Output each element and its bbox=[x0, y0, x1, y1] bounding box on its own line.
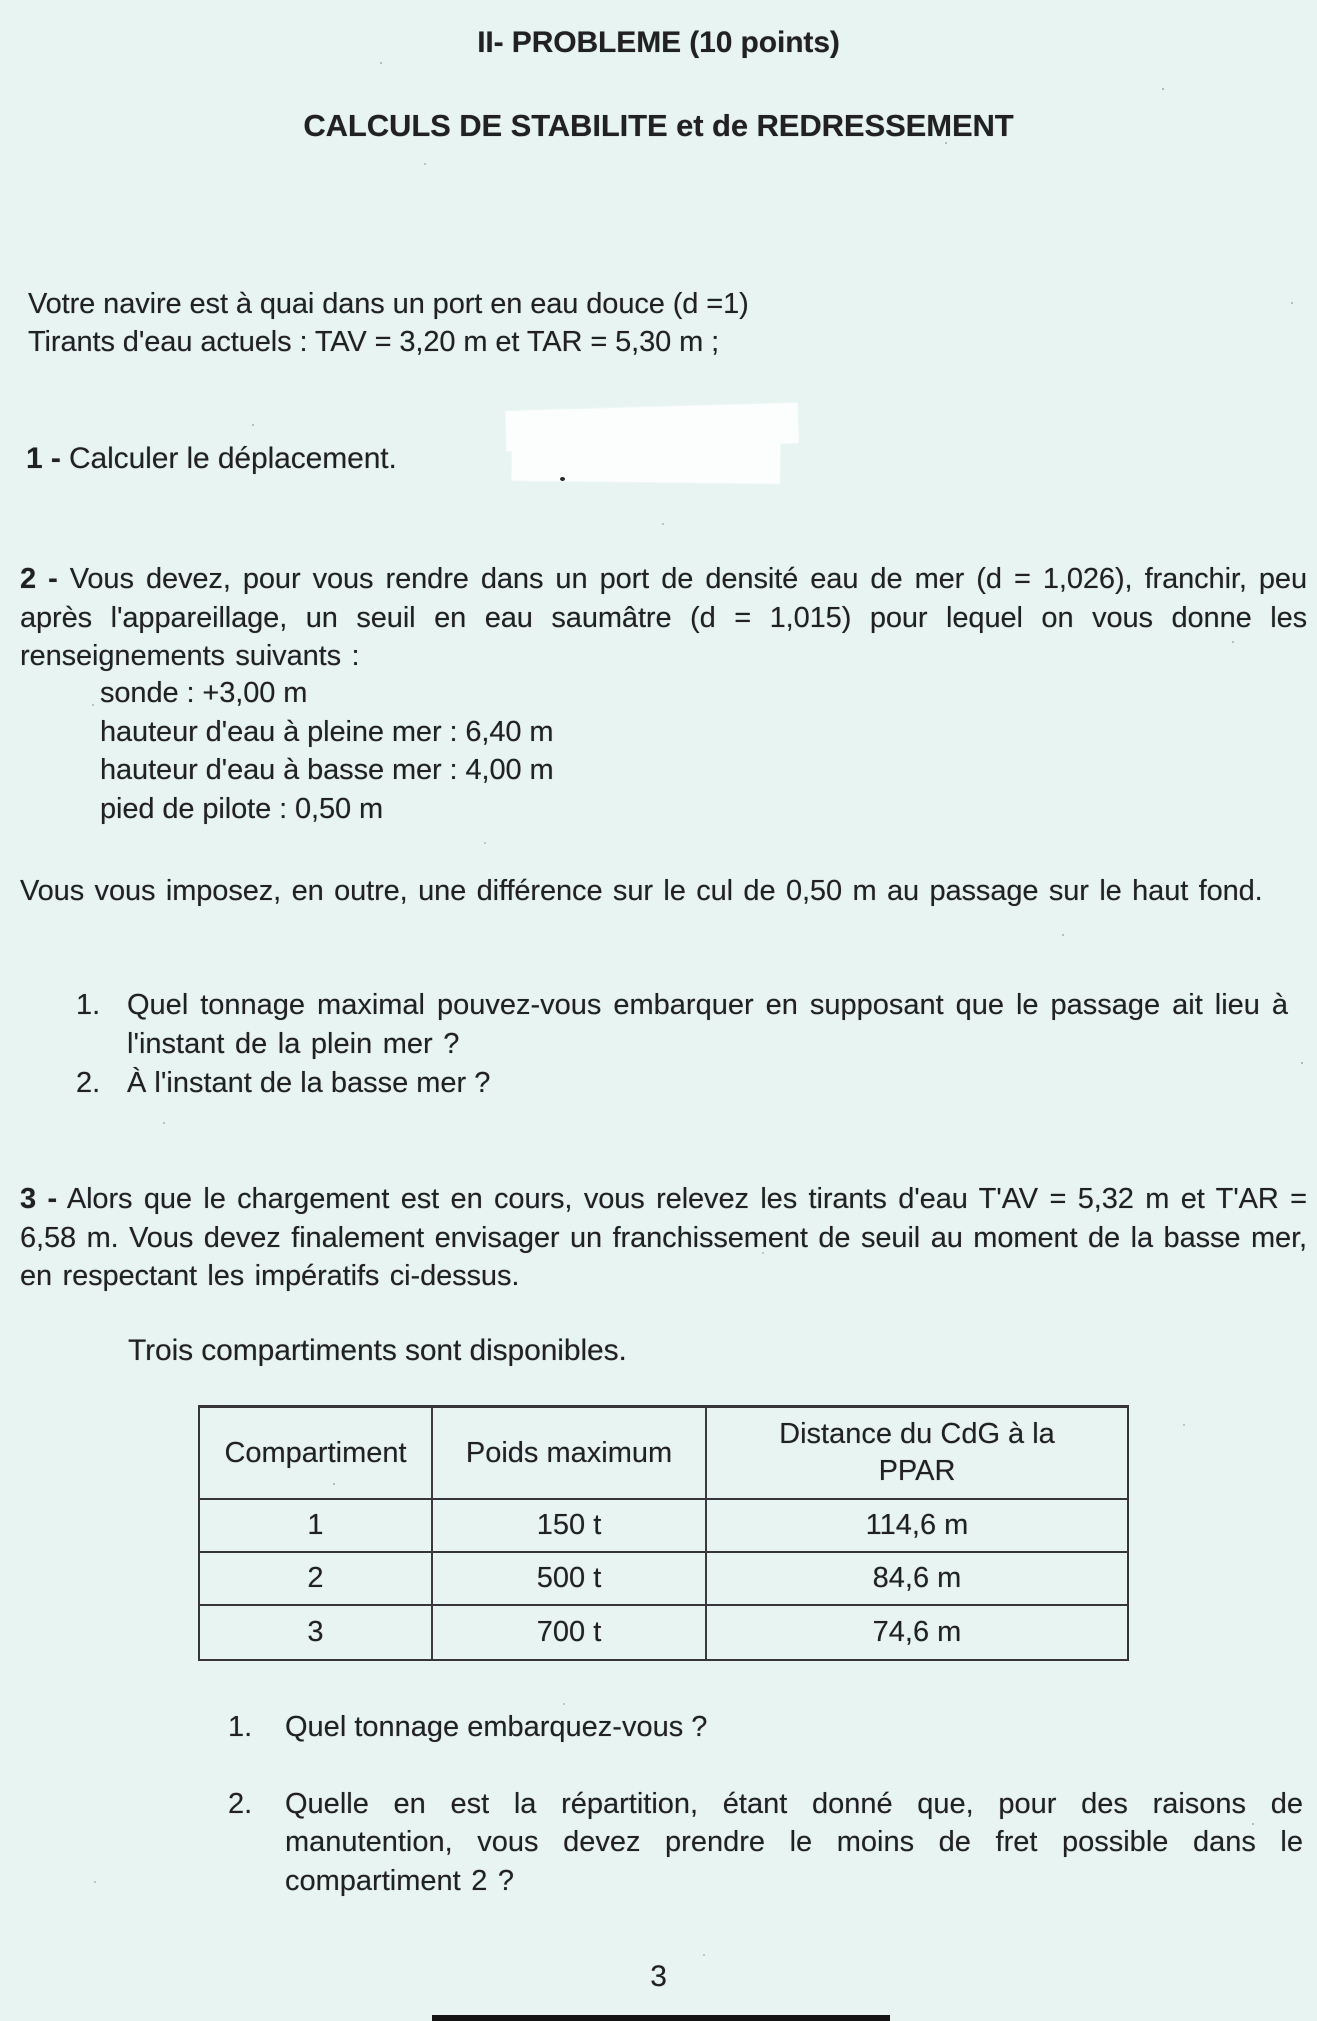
list-item bbox=[76, 1064, 1288, 1103]
problem-title: II- PROBLEME (10 points) bbox=[477, 26, 840, 59]
question-3-number: 3 - bbox=[20, 1183, 58, 1215]
table-header-distance: Distance du CdG à la PPAR bbox=[707, 1408, 1127, 1500]
table-cell: 700 t bbox=[433, 1606, 707, 1659]
intro-line-1: Votre navire est à quai dans un port en eau douce (d =1) bbox=[28, 288, 749, 320]
list-item-text: Quel tonnage maximal pouvez-vous embarquer en supposant que le passage ait lieu à l'instant de la plein mer ? bbox=[127, 989, 1288, 1060]
question-2-text: Vous devez, pour vous rendre dans un port de densité eau de mer (d = 1,026), franchir, peu après l'appareillage, un seuil en eau saumâtre (d = 1,015) pour lequel on vous donne les renseignements suivants : bbox=[20, 563, 1307, 672]
table-cell: 84,6 m bbox=[707, 1553, 1127, 1606]
table-row bbox=[200, 1553, 1127, 1606]
scanner-edge-artifact bbox=[432, 2015, 890, 2021]
problem-subtitle: CALCULS DE STABILITE et de REDRESSEMENT bbox=[303, 108, 1014, 143]
intro-paragraph bbox=[28, 286, 1028, 361]
table-row bbox=[200, 1606, 1127, 1659]
table-cell: 2 bbox=[200, 1553, 433, 1606]
table-cell: 150 t bbox=[433, 1500, 707, 1553]
scan-dust-specks bbox=[0, 0, 2, 2]
question-2-number: 2 - bbox=[20, 563, 58, 595]
list-item-number: 1. bbox=[228, 1711, 253, 1743]
list-item bbox=[76, 986, 1288, 1064]
table-cell: 3 bbox=[200, 1606, 433, 1659]
table-cell: 74,6 m bbox=[872, 1616, 962, 1648]
question-1-number: 1 - bbox=[26, 442, 61, 475]
question-2-data-list bbox=[100, 674, 800, 828]
list-item bbox=[228, 1708, 1303, 1747]
list-item-text: Quelle en est la répartition, étant donné que, pour des raisons de manutention, vous devez prendre le moins de fret possible dans le compartiment 2 ? bbox=[285, 1787, 1303, 1897]
list-item-number: 1. bbox=[76, 989, 101, 1021]
question-2-subquestions bbox=[76, 986, 1288, 1103]
compartments-intro: Trois compartiments sont disponibles. bbox=[128, 1334, 627, 1367]
table-cell: 500 t bbox=[433, 1553, 707, 1606]
data-hauteur-basse-mer: hauteur d'eau à basse mer : 4,00 m bbox=[100, 754, 554, 786]
question-1 bbox=[26, 440, 926, 479]
list-item-number: 2. bbox=[228, 1787, 253, 1820]
question-3-subquestions bbox=[228, 1708, 1303, 1900]
question-3 bbox=[20, 1180, 1307, 1296]
intro-line-2: Tirants d'eau actuels : TAV = 3,20 m et TAR = 5,30 m ; bbox=[28, 325, 720, 358]
question-2-note: Vous vous imposez, en outre, une différence sur le cul de 0,50 m au passage sur le haut fond. bbox=[20, 875, 1263, 907]
data-hauteur-pleine-mer: hauteur d'eau à pleine mer : 6,40 m bbox=[100, 715, 554, 748]
data-sonde: sonde : +3,00 m bbox=[100, 677, 308, 709]
table-header-compartiment: Compartiment bbox=[200, 1408, 433, 1500]
page-number: 3 bbox=[650, 1960, 667, 1993]
list-item bbox=[228, 1785, 1303, 1901]
list-item-number: 2. bbox=[76, 1067, 101, 1099]
question-3-text: Alors que le chargement est en cours, vous relevez les tirants d'eau T'AV = 5,32 m et T'AR = 6,58 m. Vous devez finalement envisager un franchissement de seuil au moment de la basse mer, en respectant les impératifs ci-dessus. bbox=[20, 1183, 1307, 1292]
compartments-table bbox=[198, 1405, 1129, 1661]
table-header-row bbox=[200, 1408, 1127, 1500]
question-2 bbox=[20, 560, 1307, 676]
table-cell: 1 bbox=[200, 1500, 433, 1553]
question-1-text: Calculer le déplacement. bbox=[68, 442, 397, 475]
list-item-text: Quel tonnage embarquez-vous ? bbox=[285, 1711, 708, 1743]
table-header-poids: Poids maximum bbox=[433, 1408, 707, 1500]
table-cell: 114,6 m bbox=[707, 1500, 1127, 1553]
table-row bbox=[200, 1500, 1127, 1553]
data-pied-de-pilote: pied de pilote : 0,50 m bbox=[100, 792, 384, 825]
list-item-text: À l'instant de la basse mer ? bbox=[127, 1067, 491, 1099]
